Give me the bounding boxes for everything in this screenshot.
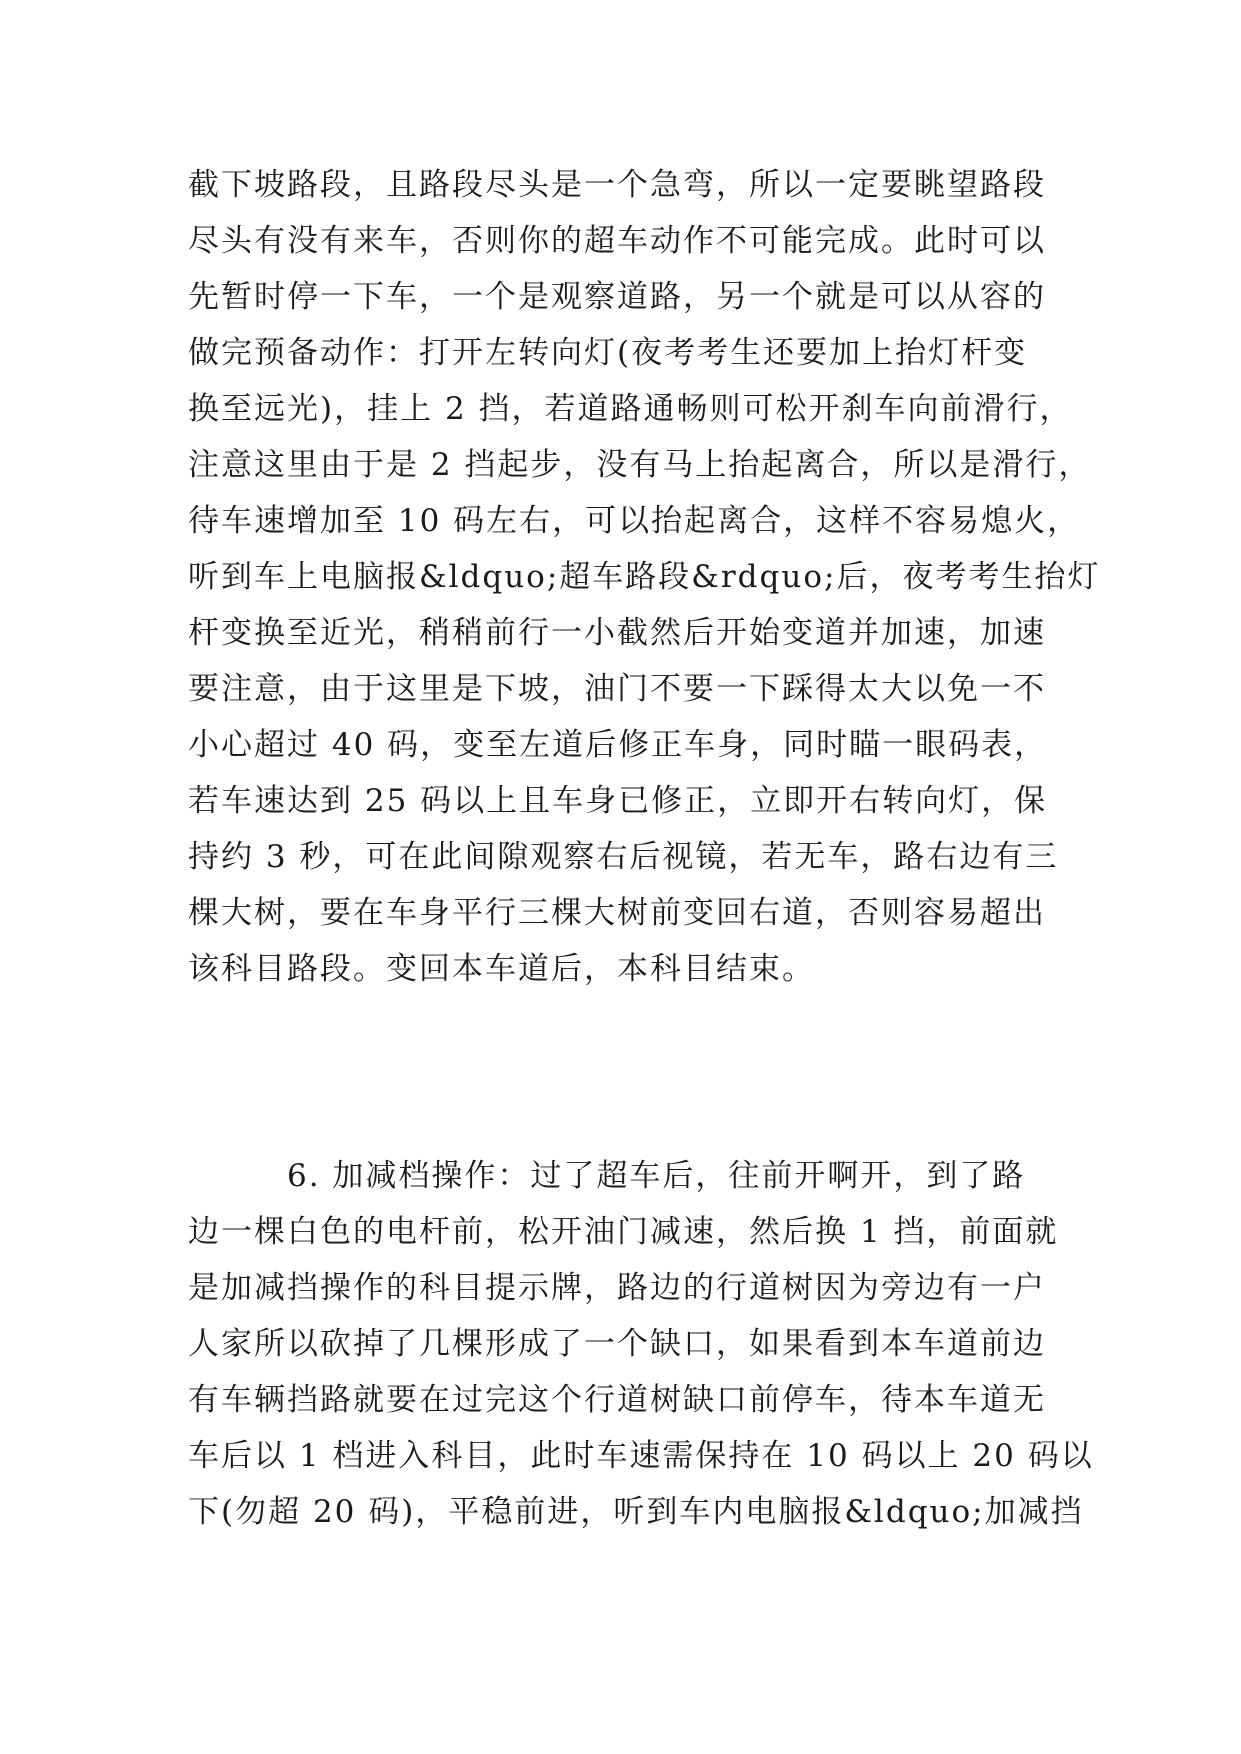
text-line: 该科目路段。变回本车道后，本科目结束。 [188,951,815,987]
text-line: 6. 加减档操作：过了超车后，往前开啊开，到了路 [188,1158,1026,1194]
text-line: 截下坡路段，且路段尽头是一个急弯，所以一定要眺望路段 [188,167,1046,203]
text-line: 人家所以砍掉了几棵形成了一个缺口，如果看到本车道前边 [188,1326,1046,1362]
text-line: 先暂时停一下车，一个是观察道路，另一个就是可以从容的 [188,279,1046,315]
text-line: 边一棵白色的电杆前，松开油门减速，然后换 1 挡，前面就 [188,1214,1059,1250]
text-line: 若车速达到 25 码以上且车身已修正，立即开右转向灯，保 [188,783,1048,819]
text-line: 杆变换至近光，稍稍前行一小截然后开始变道并加速，加速 [188,615,1046,651]
text-line: 尽头有没有来车，否则你的超车动作不可能完成。此时可以 [188,223,1046,259]
text-line: 小心超过 40 码，变至左道后修正车身，同时瞄一眼码表， [188,727,1048,763]
text-line: 换至远光)，挂上 2 挡，若道路通畅则可松开刹车向前滑行， [188,391,1073,427]
paragraph-gear-shifting [188,1148,1094,1540]
text-line: 有车辆挡路就要在过完这个行道树缺口前停车，待本车道无 [188,1382,1046,1418]
text-line: 听到车上电脑报&ldquo;超车路段&rdquo;后，夜考考生抬灯 [188,559,1101,595]
paragraph-overtaking [188,157,1101,997]
text-line: 注意这里由于是 2 挡起步，没有马上抬起离合，所以是滑行， [188,447,1092,483]
text-line: 棵大树，要在车身平行三棵大树前变回右道，否则容易超出 [188,895,1046,931]
text-line: 要注意，由于这里是下坡，油门不要一下踩得太大以免一不 [188,671,1046,707]
text-line: 做完预备动作：打开左转向灯(夜考考生还要加上抬灯杆变 [188,335,1028,371]
text-line: 车后以 1 档进入科目，此时车速需保持在 10 码以上 20 码以 [188,1438,1094,1474]
text-line: 持约 3 秒，可在此间隙观察右后视镜，若无车，路右边有三 [188,839,1059,875]
text-line: 下(勿超 20 码)，平稳前进，听到车内电脑报&ldquo;加减挡 [188,1494,1084,1530]
text-line: 是加减挡操作的科目提示牌，路边的行道树因为旁边有一户 [188,1270,1046,1306]
text-line: 待车速增加至 10 码左右，可以抬起离合，这样不容易熄火， [188,503,1081,539]
